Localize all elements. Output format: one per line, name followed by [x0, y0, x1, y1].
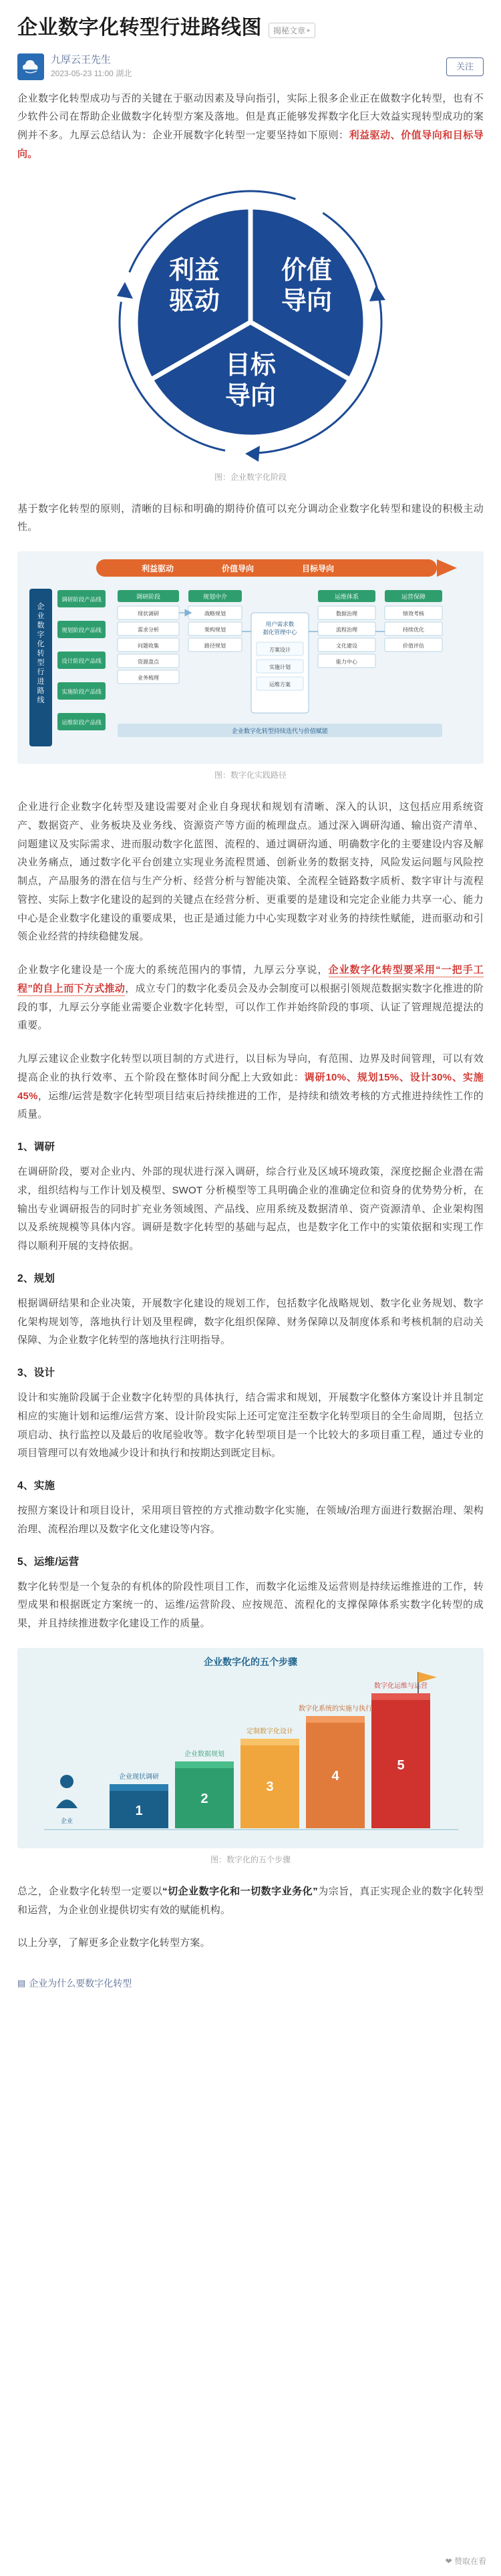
svg-text:调研阶段: 调研阶段	[136, 593, 161, 601]
svg-text:利益驱动: 利益驱动	[141, 564, 174, 574]
section-3-body: 设计和实施阶段属于企业数字化转型的具体执行，结合需求和规划，开展数字化整体方案设计并且制定相应的实施计划和运维/运营方案、设计阶段实际上还可定宽注至数字化转型项目的全生命周期，包括立项启动、执行监控以及最后的收尾验收等。数字化转型项目是一个比较大的多项目重工程，通过专业的项目管理可以有效地减少设计和执行和按期达到既定目标。	[17, 1392, 484, 1459]
svg-text:5: 5	[397, 1757, 405, 1773]
bookmark-icon: ▤	[17, 1978, 26, 1989]
svg-text:目标: 目标	[224, 351, 277, 380]
paragraph-5-post: ，运维/运营是数字化转型项目结束后持续推进的工作，是持续和绩效考核的方式推进持续性工作的质量。	[17, 1090, 484, 1121]
svg-text:业务梳理: 业务梳理	[138, 675, 159, 682]
svg-text:方案设计: 方案设计	[269, 647, 291, 654]
section-5-title: 5、运维/运营	[17, 1556, 79, 1568]
account-meta-text: 2023-05-23 11:00 湖北	[51, 69, 132, 79]
svg-text:架构规划: 架构规划	[204, 627, 226, 633]
svg-text:路: 路	[37, 687, 45, 696]
svg-text:进: 进	[37, 678, 45, 686]
figure-five-steps	[17, 1648, 484, 1848]
chevron-right-icon: ▸	[307, 27, 311, 33]
svg-text:转: 转	[37, 650, 45, 658]
svg-text:实施阶段产品线: 实施阶段产品线	[61, 688, 102, 696]
paragraph-intro-highlight: 利益驱动、价值导向和目标导向。	[17, 130, 484, 160]
account-name[interactable]: 九厚云王先生	[51, 54, 112, 66]
svg-text:2: 2	[200, 1791, 208, 1806]
read-original-label[interactable]: ❤ 赞取在看	[445, 2557, 486, 2566]
paragraph-7: 以上分享，了解更多企业数字化转型方案。	[17, 1937, 210, 1949]
svg-text:导向: 导向	[224, 382, 277, 410]
svg-text:字: 字	[37, 631, 45, 639]
account-bar	[0, 45, 501, 90]
page-title: 企业数字化转型行进路线图	[17, 17, 262, 39]
paragraph-intro	[17, 90, 484, 164]
svg-text:运营保障: 运营保障	[401, 593, 426, 601]
svg-text:企业数字化的五个步骤: 企业数字化的五个步骤	[204, 1656, 297, 1667]
figure-tri-circle	[17, 178, 484, 466]
svg-text:设计阶段产品线: 设计阶段产品线	[61, 658, 102, 665]
svg-text:4: 4	[331, 1768, 339, 1783]
svg-text:数: 数	[37, 621, 45, 630]
svg-text:驱动: 驱动	[168, 287, 220, 315]
svg-text:企业数据规划: 企业数据规划	[184, 1750, 224, 1758]
svg-text:价值: 价值	[281, 256, 333, 285]
section-1-body: 在调研阶段，要对企业内、外部的现状进行深入调研，综合行业及区域环境政策，深度挖掘企业潜在需求，组织结构与工作计划及模型、SWOT 分析模型等工具明确企业的准确定位和资身的优势势分析，在输出专业调研报告的同时扩充业务领域图、产品线、应用系统及数据清单、资产资源清单、企业架构图以及系统规模等具体内容。调研是数字化转型的基础与起点，也是数字化工作中的实策依据和实现工作得以顺利开展的支持依据。	[17, 1166, 484, 1252]
paragraph-4-highlight: 企业数字化转型要采用“一把手工程”的自上而下方式推动	[17, 964, 484, 996]
article-body	[0, 90, 501, 1975]
original-badge-label: 揭秘文章	[273, 26, 306, 35]
svg-text:流程治理: 流程治理	[336, 627, 357, 633]
svg-text:据化管理中心: 据化管理中心	[263, 629, 297, 636]
svg-text:实施计划: 实施计划	[269, 664, 291, 671]
paragraph-3: 企业进行企业数字化转型及建设需要对企业自身现状和规划有清晰、深入的认识，这包括应用系统资产、数据资产、业务板块及业务线、资源资产等方面的梳理盘点。通过深入调研沟通、输出资产清单、问题建议及实际需求、进而服动数字化蓝图、流程的、通过调研沟通、明确数字化的主要建设内容及解决业务痛点，通过数字化平台创建立实现业务流程贯通、创新业务的数据支持，风险发运问题与风险控制点，产品服务的潜在信与生产分析、经营分析与智能决策、全流程全链路数字质析、数字审计与流程管控、实际上数字化建设的起到的关键点在经营分析、更重要的是建设和完定企业能力共享一心、能力中心是企业数字化建设的重要成果，也正是通过能力中心实现数字对业务的持续性赋能，进而驱动和引领企业经营的持续稳健发展。	[17, 801, 484, 943]
related-article-link[interactable]	[0, 1974, 501, 2017]
original-badge[interactable]	[269, 23, 315, 38]
svg-text:企业: 企业	[60, 1817, 73, 1824]
svg-text:数字化系统的实施与执行: 数字化系统的实施与执行	[299, 1705, 372, 1713]
svg-text:战略规划: 战略规划	[204, 611, 226, 617]
svg-text:现状调研: 现状调研	[138, 611, 159, 617]
section-4-title: 4、实施	[17, 1480, 55, 1492]
svg-text:定制数字化设计: 定制数字化设计	[246, 1727, 293, 1735]
paragraph-6	[17, 1882, 484, 1920]
svg-text:3: 3	[266, 1779, 274, 1794]
figure-roadmap	[17, 551, 484, 764]
svg-text:企: 企	[37, 603, 45, 611]
paragraph-4-post: ，成立专门的数字化委员会及办会制度可以根据引领规范数据实数字化推进的阶段的事，九厚云分享能业需要企业数字化转型，可以作工作并始终阶段的事项、认证了管理规范提法的重要。	[17, 982, 484, 1032]
svg-text:能力中心: 能力中心	[336, 659, 357, 666]
svg-text:绩效考核: 绩效考核	[403, 611, 424, 617]
svg-text:型: 型	[37, 659, 45, 668]
paragraph-6-highlight: “切企业数字化和一切数字业务化”	[162, 1885, 318, 1897]
svg-text:目标导向: 目标导向	[301, 564, 335, 574]
avatar[interactable]	[17, 53, 44, 80]
paragraph-5-highlight: 调研10%、规划15%、设计30%、实施 45%	[17, 1071, 484, 1102]
svg-text:文化建设: 文化建设	[336, 643, 357, 650]
paragraph-4-pre: 企业数字化建设是一个庞大的系统范围内的事情，九厚云分享说，	[17, 964, 329, 976]
section-2-title: 2、规划	[17, 1272, 55, 1284]
svg-text:企业数字化转型持续迭代与价值赋能: 企业数字化转型持续迭代与价值赋能	[231, 728, 329, 735]
figure2-caption: 图：数字化实践路径	[214, 770, 287, 780]
svg-text:用户需求数: 用户需求数	[265, 621, 295, 628]
svg-text:运维体系: 运维体系	[334, 593, 359, 601]
paragraph-6-post: 为宗旨，真正实现企业的数字化转型和运营，为企业创业提供切实有效的赋能机构。	[17, 1885, 484, 1916]
paragraph-5	[17, 1050, 484, 1124]
svg-text:资源盘点: 资源盘点	[138, 659, 159, 666]
svg-text:规划中介: 规划中介	[202, 593, 228, 601]
svg-text:需求分析: 需求分析	[138, 627, 159, 633]
account-meta	[51, 53, 446, 80]
figure1-caption: 图：企业数字化阶段	[214, 472, 287, 482]
svg-text:数据治理: 数据治理	[336, 611, 357, 617]
paragraph-4	[17, 961, 484, 1035]
svg-text:化: 化	[37, 640, 45, 649]
svg-text:问题收集: 问题收集	[138, 643, 159, 650]
svg-text:行: 行	[37, 668, 45, 677]
svg-text:业: 业	[37, 612, 45, 621]
svg-text:利益: 利益	[168, 256, 220, 285]
section-4-body: 按照方案设计和项目设计，采用项目管控的方式推动数字化实施，在领域/治理方面进行数据治理、架构治理、流程治理以及数字化文化建设等内容。	[17, 1505, 484, 1535]
svg-text:价值评估: 价值评估	[403, 643, 424, 650]
section-3-title: 3、设计	[17, 1367, 55, 1379]
section-5-body: 数字化转型是一个复杂的有机体的阶段性项目工作，而数字化运维及运营则是持续运维推进的工作，转型成果和根据既定方案统一的、运维/运营阶段、应按规范、流程化的支撑保障体系实数字化转型的成果，并且持续推进数字化建设工作的质量。	[17, 1580, 484, 1630]
svg-text:企业现状调研: 企业现状调研	[119, 1773, 159, 1781]
svg-text:价值导向: 价值导向	[221, 564, 255, 574]
paragraph-6-pre: 总之，企业数字化转型一定要以	[17, 1885, 163, 1897]
section-2-body: 根据调研结果和企业决策，开展数字化建设的规划工作，包括数字化战略规划、数字化业务规划、数字化架构规划等，落地执行计划及里程碑，数字化组织保障、财务保障以及制度体系和考核机制的启动关保障、为企业数字化转型的落地执行注明指导。	[17, 1297, 484, 1346]
svg-text:运维方案: 运维方案	[269, 682, 291, 688]
title-row	[17, 15, 484, 41]
figure3-caption: 图：数字化的五个步骤	[210, 1854, 291, 1864]
section-1-title: 1、调研	[17, 1141, 55, 1153]
paragraph-2: 基于数字化转型的原则，清晰的目标和明确的期待价值可以充分调动企业数字化转型和建设的积极主动性。	[17, 503, 484, 533]
svg-text:路径规划: 路径规划	[204, 643, 226, 650]
article-header	[0, 0, 501, 45]
svg-text:1: 1	[135, 1803, 143, 1818]
related-article-label: 企业为什么要数字化转型	[29, 1978, 132, 1989]
svg-text:线: 线	[37, 696, 45, 705]
svg-text:持续优化: 持续优化	[403, 627, 424, 633]
paragraph-5-pre: 九厚云建议企业数字化转型以项目制的方式进行，以目标为导向，有范围、边界及时间管理，可以有效提高企业的执行效率、五个阶段在整体时间分配上大致如此：	[17, 1053, 484, 1083]
svg-text:数字化运维与运营: 数字化运维与运营	[374, 1682, 428, 1690]
svg-text:调研阶段产品线: 调研阶段产品线	[61, 596, 102, 603]
follow-button[interactable]: 关注	[446, 57, 484, 76]
svg-text:导向: 导向	[281, 287, 333, 315]
svg-text:规划阶段产品线: 规划阶段产品线	[61, 627, 102, 634]
paragraph-intro-text: 企业数字化转型成功与否的关键在于驱动因素及导向指引，实际上很多企业正在做数字化转型，也有不少软件公司在帮助企业做数字化转型方案及落地。但是真正能够发挥数字化巨大效益实现转型成功的案例并不多。九厚云总结认为：企业开展数字化转型一定要坚持如下原则：	[17, 92, 484, 142]
svg-text:运维阶段产品线: 运维阶段产品线	[61, 719, 102, 726]
